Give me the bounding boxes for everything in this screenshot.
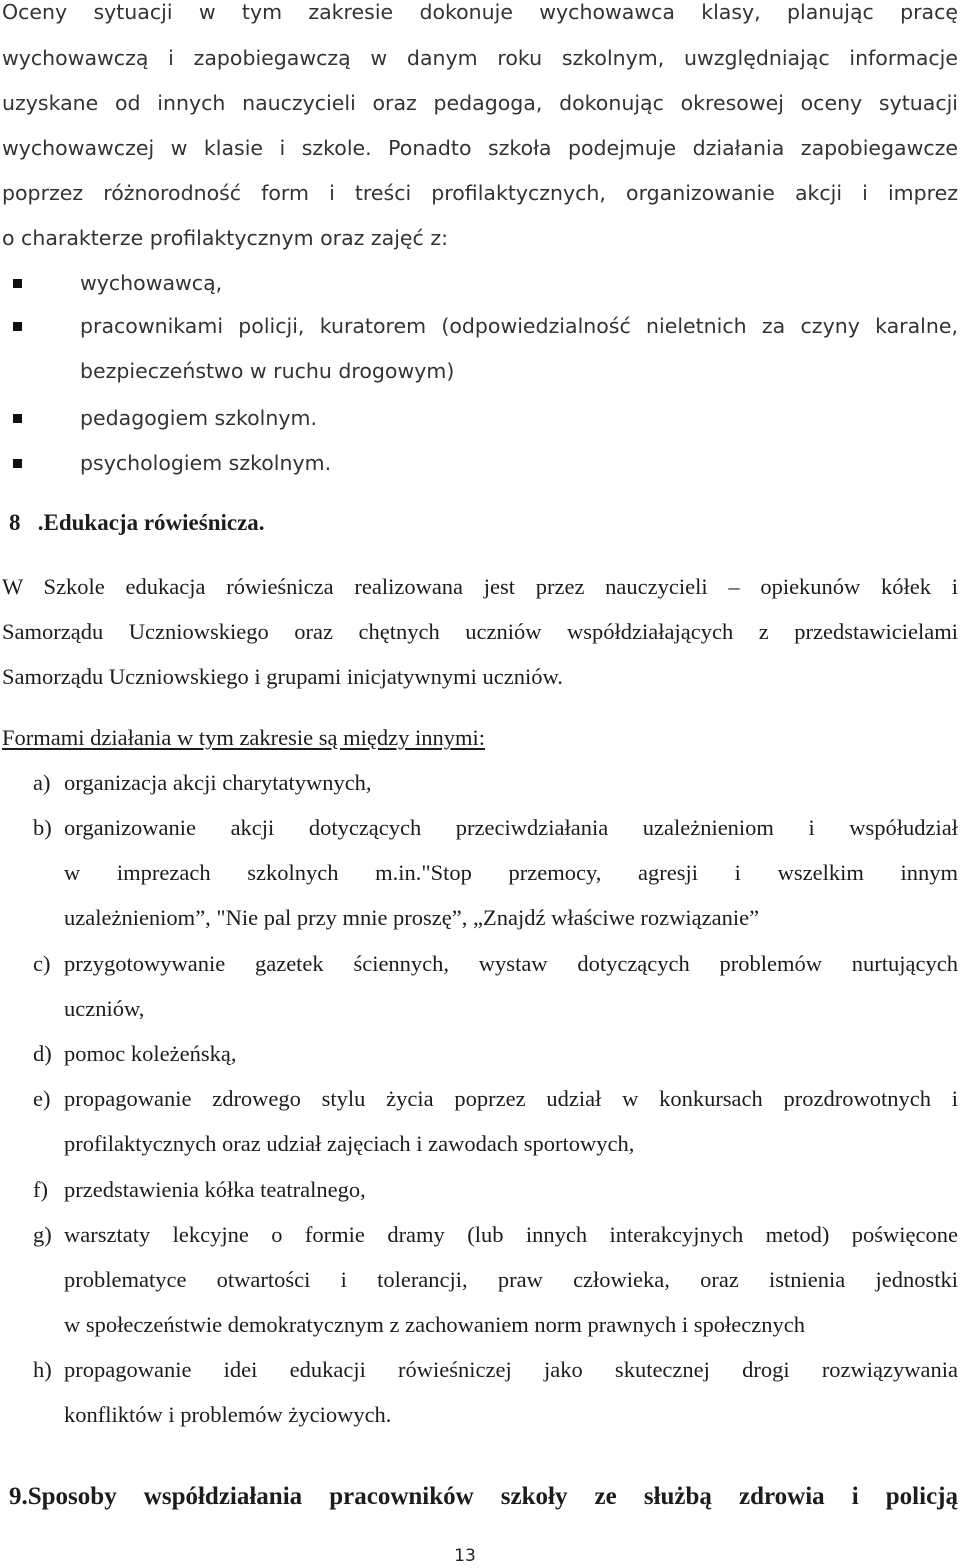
bullet-item: pracownikami policji, kuratorem (odpowiedzialność nieletnich za czyny karalne, — [80, 314, 958, 338]
paragraph-line: uzyskane od innych nauczycieli oraz pedagoga, dokonując okresowej oceny sytuacji — [2, 91, 958, 115]
list-item: warsztaty lekcyjne o formie dramy (lub innych interakcyjnych metod) poświęcone — [64, 1222, 958, 1247]
list-item-continuation: profilaktycznych oraz udział zajęciach i zawodach sportowych, — [64, 1131, 635, 1156]
paragraph-line: o charakterze profilaktycznym oraz zajęć z: — [2, 226, 448, 250]
paragraph-line: wychowawczej w klasie i szkole. Ponadto szkoła podejmuje działania zapobiegawcze — [2, 136, 958, 160]
bullet-item-continuation: bezpieczeństwo w ruchu drogowym) — [80, 359, 455, 383]
list-item-continuation: w społeczeństwie demokratycznym z zachowaniem norm prawnych i społecznych — [64, 1312, 805, 1337]
section-heading: 8 .Edukacja rówieśnicza. — [9, 510, 265, 535]
bullet-square-icon — [13, 414, 22, 423]
list-item: przedstawienia kółka teatralnego, — [64, 1177, 366, 1202]
list-item: organizowanie akcji dotyczących przeciwdziałania uzależnieniom i współudział — [64, 815, 958, 840]
list-item-continuation: w imprezach szkolnych m.in."Stop przemocy, agresji i wszelkim innym — [64, 860, 958, 885]
bullet-square-icon — [13, 279, 22, 288]
list-marker: d) — [33, 1041, 52, 1066]
section-heading: 9.Sposoby współdziałania pracowników szkoły ze służbą zdrowia i policją — [9, 1483, 958, 1510]
list-marker: b) — [33, 815, 52, 840]
list-item: pomoc koleżeńską, — [64, 1041, 237, 1066]
list-marker: a) — [33, 770, 51, 795]
paragraph-line: Samorządu Uczniowskiego i grupami inicjatywnymi uczniów. — [2, 664, 563, 689]
forms-intro: Formami działania w tym zakresie są między innymi: — [2, 725, 485, 750]
paragraph-line: wychowawczą i zapobiegawczą w danym roku szkolnym, uwzględniając informacje — [2, 46, 958, 70]
list-item: przygotowywanie gazetek ściennych, wystaw dotyczących problemów nurtujących — [64, 951, 958, 976]
list-item-continuation: problematyce otwartości i tolerancji, praw człowieka, oraz istnienia jednostki — [64, 1267, 958, 1292]
list-item: organizacja akcji charytatywnych, — [64, 770, 372, 795]
list-marker: c) — [33, 951, 51, 976]
paragraph-line: poprzez różnorodność form i treści profilaktycznych, organizowanie akcji i imprez — [2, 181, 958, 205]
list-marker: f) — [33, 1177, 48, 1202]
list-marker: h) — [33, 1357, 52, 1382]
page-number: 13 — [454, 1546, 476, 1566]
bullet-square-icon — [13, 322, 22, 331]
bullet-item: psychologiem szkolnym. — [80, 451, 332, 475]
paragraph-line: Samorządu Uczniowskiego oraz chętnych uczniów współdziałających z przedstawicielami — [2, 619, 958, 644]
list-marker: e) — [33, 1086, 51, 1111]
bullet-item: wychowawcą, — [80, 271, 223, 295]
paragraph-line: W Szkole edukacja rówieśnicza realizowana jest przez nauczycieli – opiekunów kółek i — [2, 574, 958, 599]
list-marker: g) — [33, 1222, 52, 1247]
list-item-continuation: konfliktów i problemów życiowych. — [64, 1402, 392, 1427]
list-item-continuation: uczniów, — [64, 996, 145, 1021]
list-item-continuation: uzależnieniom”, "Nie pal przy mnie proszę”, „Znajdź właściwe rozwiązanie” — [64, 905, 760, 930]
bullet-item: pedagogiem szkolnym. — [80, 406, 317, 430]
list-item: propagowanie idei edukacji rówieśniczej jako skutecznej drogi rozwiązywania — [64, 1357, 958, 1382]
bullet-square-icon — [13, 459, 22, 468]
paragraph-line: Oceny sytuacji w tym zakresie dokonuje wychowawca klasy, planując pracę — [2, 0, 958, 24]
list-item: propagowanie zdrowego stylu życia poprzez udział w konkursach prozdrowotnych i — [64, 1086, 958, 1111]
